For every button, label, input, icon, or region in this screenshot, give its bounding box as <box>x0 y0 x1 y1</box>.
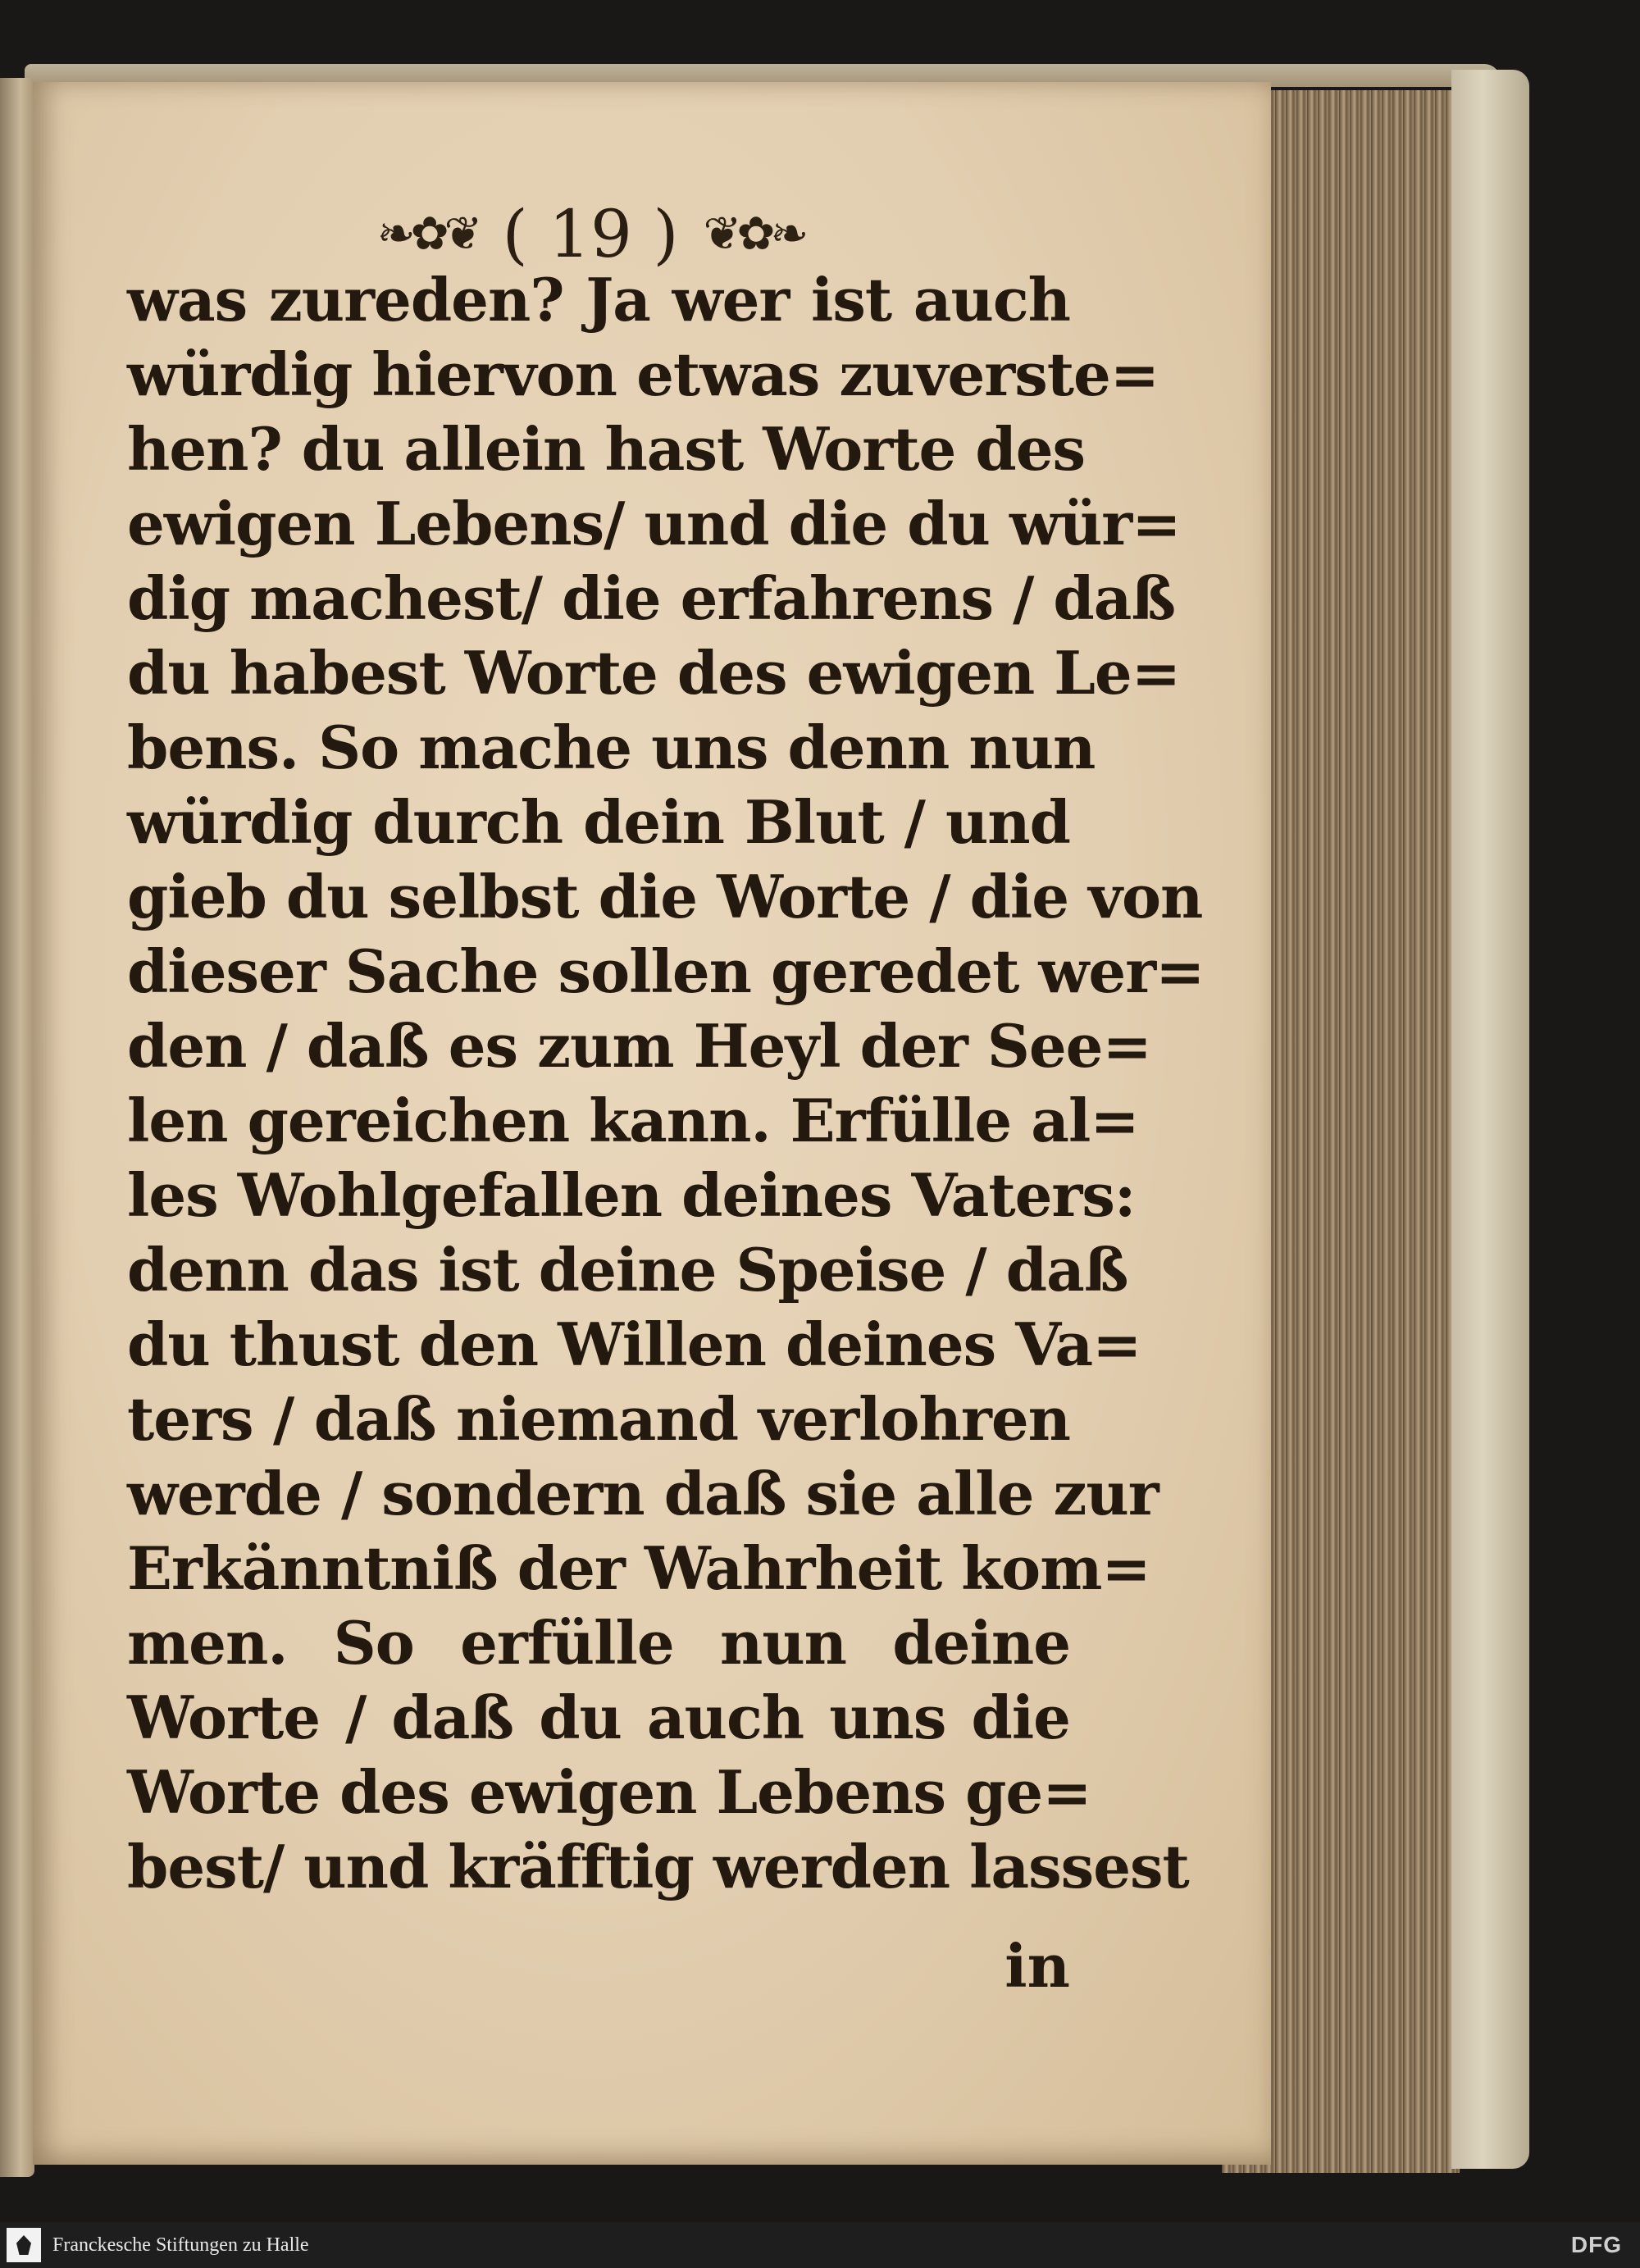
text-line: was zureden? Ja wer ist auch <box>127 265 1070 335</box>
text-line: du habest Worte des ewigen Le= <box>127 638 1181 708</box>
text-line: dig machest/ die erfahrens / daß <box>127 563 1176 633</box>
dfg-logo: DFG <box>1570 2232 1622 2257</box>
text-line: les Wohlgefallen deines Vaters: <box>127 1160 1136 1230</box>
text-line: hen? du allein hast Worte des <box>127 414 1086 484</box>
body-text <box>127 262 1205 1904</box>
text-line: den / daß es zum Heyl der See= <box>127 1011 1151 1081</box>
text-line: Erkänntniß der Wahrheit kom= <box>127 1533 1150 1603</box>
text-line: werde / sondern daß sie alle zur <box>127 1459 1159 1528</box>
text-line: dieser Sache sollen geredet wer= <box>127 936 1205 1006</box>
text-line: Worte des ewigen Lebens ge= <box>127 1757 1091 1827</box>
text-line: len gereichen kann. Erfülle al= <box>127 1086 1139 1155</box>
text-line: gieb du selbst die Worte / die von <box>127 862 1203 931</box>
viewer-footer <box>0 2222 1640 2268</box>
text-line: denn das ist deine Speise / daß <box>127 1235 1128 1305</box>
text-line: ters / daß niemand verlohren <box>127 1384 1070 1454</box>
text-line: würdig durch dein Blut / und <box>127 787 1070 857</box>
text-line: würdig hiervon etwas zuverste= <box>127 339 1159 409</box>
text-line: best/ und kräfftig werden lassest <box>127 1832 1189 1901</box>
text-line: ewigen Lebens/ und die du wür= <box>127 489 1181 558</box>
catchword: in <box>1004 1931 1070 2001</box>
text-line: du thust den Willen deines Va= <box>127 1309 1141 1379</box>
text-line: men. So erfülle nun deine <box>127 1608 1070 1678</box>
text-line: Worte / daß du auch uns die <box>127 1683 1070 1752</box>
ornament-right-icon: ❦✿❧ <box>703 207 804 261</box>
facing-page-edge <box>0 78 34 2177</box>
ornament-left-icon: ❧✿❦ <box>376 207 478 261</box>
book-cover <box>1451 70 1529 2169</box>
text-line: bens. So mache uns denn nun <box>127 713 1096 782</box>
page-number: ( 19 ) <box>502 195 679 272</box>
institution-logo-icon <box>7 2228 41 2262</box>
institution-name: Franckesche Stiftungen zu Halle <box>52 2234 309 2256</box>
